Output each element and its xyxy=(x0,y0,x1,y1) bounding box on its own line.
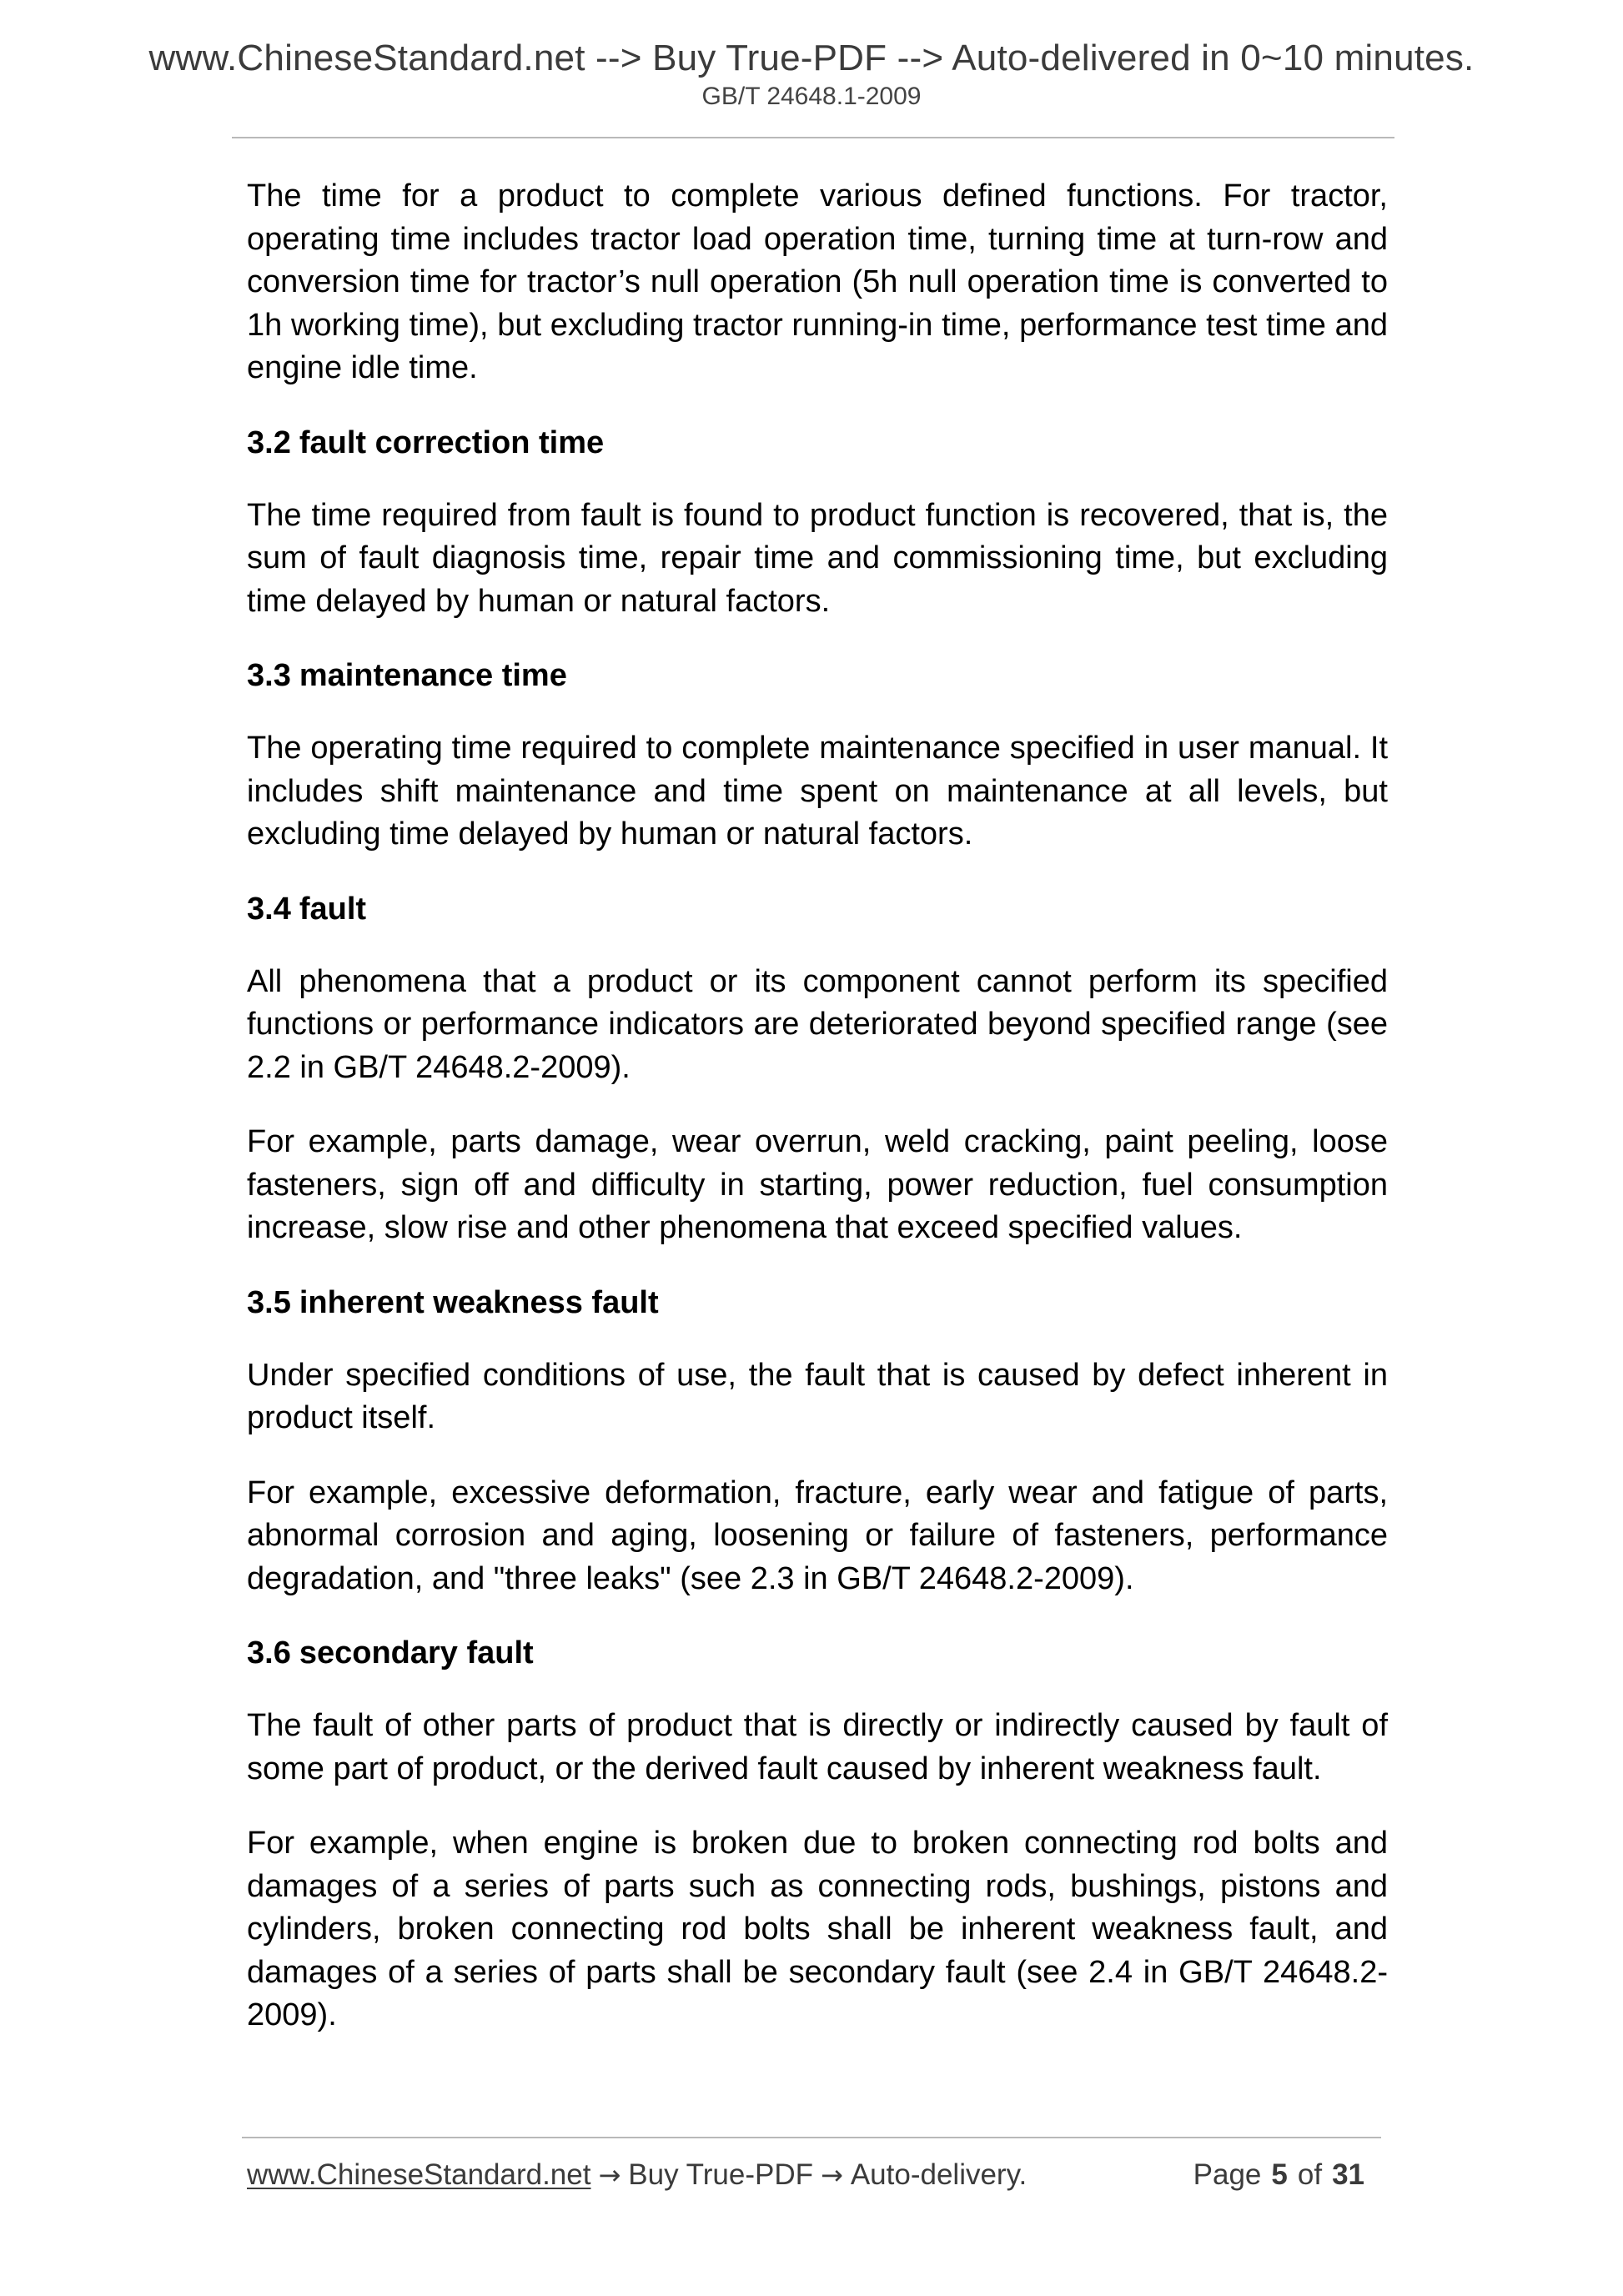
section-title: secondary fault xyxy=(299,1635,534,1671)
paragraph-operating-time: The time for a product to complete various defined functions. For tractor, operating time includes tractor load operation time, turning time at turn-row and conversion time for tractor’s null operation (5h null operation time is converted to 1h working time), but excluding tractor running-in time, performance test time and engine idle time. xyxy=(247,178,1388,385)
heading-3-3 xyxy=(247,655,1388,696)
standard-code: GB/T 24648.1-2009 xyxy=(701,83,922,110)
footer-buy-text: Buy True-PDF xyxy=(628,2158,814,2191)
paragraph-3-6-definition: The fault of other parts of product that is directly or indirectly caused by fault of some part of product, or the derived fault caused by inherent weakness fault. xyxy=(247,1708,1388,1786)
paragraph-3-6-example: For example, when engine is broken due to broken connecting rod bolts and damages of a series of parts such as connecting rods, bushings, pistons and cylinders, broken connecting rod bolts shall be inherent weakness fault, and damages of a series of parts shall be secondary fault (see 2.4 in GB/T 24648.2-2009). xyxy=(247,1826,1388,2032)
section-number: 3.6 xyxy=(247,1635,291,1671)
paragraph-3-4-example: For example, parts damage, wear overrun, weld cracking, paint peeling, loose fasteners, sign off and difficulty in starting, power reduction, fuel consumption increase, slow rise and other phenomena that exceed specified values. xyxy=(247,1124,1388,1245)
arrow-right-icon: → xyxy=(821,2159,843,2191)
of-label: of xyxy=(1297,2158,1323,2191)
section-number: 3.2 xyxy=(247,425,291,460)
heading-3-5 xyxy=(247,1282,1388,1324)
page-current: 5 xyxy=(1271,2158,1288,2191)
top-banner: www.ChineseStandard.net --> Buy True-PDF --> Auto-delivered in 0~10 minutes. xyxy=(148,38,1475,78)
heading-3-6 xyxy=(247,1632,1388,1674)
section-number: 3.5 xyxy=(247,1284,291,1320)
paragraph-3-5-example: For example, excessive deformation, fracture, early wear and fatigue of parts, abnormal corrosion and aging, loosening or failure of fasteners, performance degradation, and "three leaks" (see 2.3 in GB/T 24648.2-2009). xyxy=(247,1475,1388,1596)
page-footer xyxy=(247,2158,1374,2192)
footer-divider xyxy=(242,2137,1381,2138)
header-divider xyxy=(232,137,1394,138)
paragraph-3-2: The time required from fault is found to product function is recovered, that is, the sum of fault diagnosis time, repair time and commissioning time, but excluding time delayed by human or natural factors. xyxy=(247,497,1388,619)
paragraph-3-5-definition: Under specified conditions of use, the fault that is caused by defect inherent in product itself. xyxy=(247,1357,1388,1435)
paragraph-3-3: The operating time required to complete maintenance specified in user manual. It includes shift maintenance and time spent on maintenance at all levels, but excluding time delayed by human or natural factors. xyxy=(247,731,1388,852)
page-indicator xyxy=(1193,2158,1374,2192)
section-title: inherent weakness fault xyxy=(299,1284,659,1320)
section-number: 3.3 xyxy=(247,658,291,693)
heading-3-2 xyxy=(247,422,1388,464)
page-total: 31 xyxy=(1332,2158,1364,2191)
arrow-right-icon: → xyxy=(598,2159,621,2191)
section-title: fault xyxy=(299,891,367,927)
footer-site-link[interactable]: www.ChineseStandard.net xyxy=(247,2158,591,2191)
page-label: Page xyxy=(1193,2158,1262,2191)
section-title: maintenance time xyxy=(299,658,567,693)
paragraph-3-4-definition: All phenomena that a product or its component cannot perform its specified functions or performance indicators are deteriorated beyond specified range (see 2.2 in GB/T 24648.2-2009). xyxy=(247,963,1388,1085)
section-number: 3.4 xyxy=(247,891,291,927)
section-title: fault correction time xyxy=(299,425,605,460)
heading-3-4 xyxy=(247,888,1388,930)
footer-delivery-text: Auto-delivery. xyxy=(850,2158,1028,2191)
document-body xyxy=(247,175,1388,2069)
